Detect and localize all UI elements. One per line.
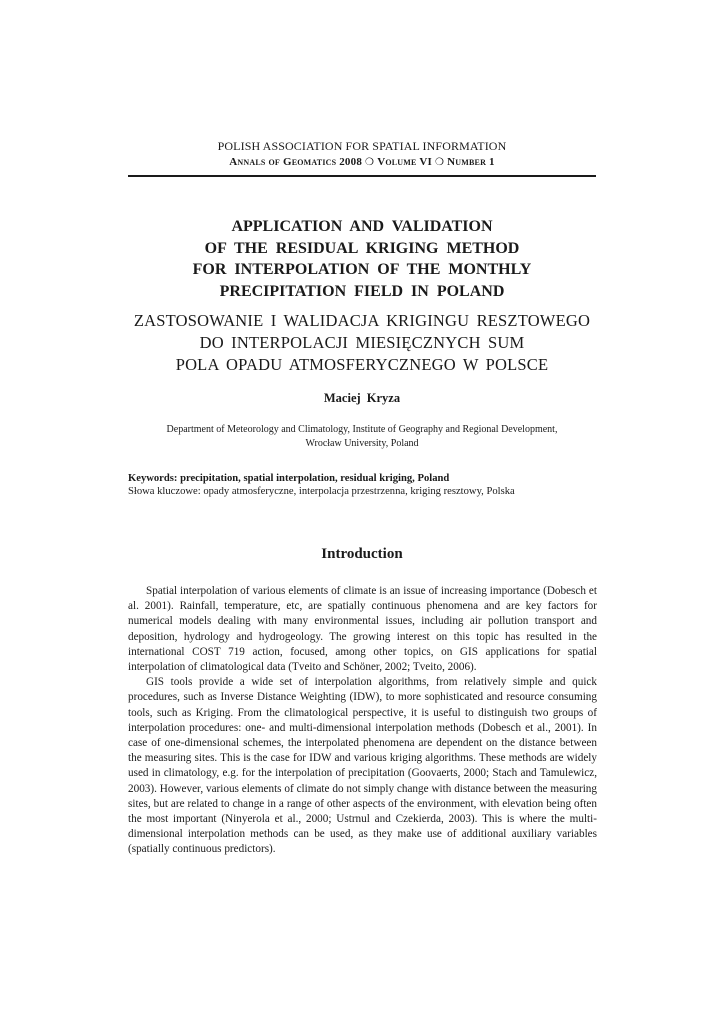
journal-issue-line — [128, 154, 596, 171]
paper-title-polish — [90, 310, 634, 376]
keywords-polish: Słowa kluczowe: opady atmosferyczne, interpolacja przestrzenna, kriging resztowy, Polska — [128, 486, 515, 497]
separator-circle-icon: ❍ — [365, 157, 375, 168]
paragraph: Spatial interpolation of various elements of climate is an issue of increasing importance (Dobesch et al. 2001). Rainfall, temperature, etc, are spatially continuous phenomena and are key factors for numerical models dealing with many environmental issues, including air pollution transport and deposition, hydrology and hydrogeology. The growing interest on this topic has resulted in the international COST 719 action, focused, among other topics, on GIS applications for spatial interpolation of climatological data (Tveito and Schöner, 2002; Tveito, 2006). — [128, 585, 597, 674]
title-line: APPLICATION AND VALIDATION — [231, 218, 493, 235]
author-affiliation — [110, 423, 614, 451]
separator-circle-icon: ❍ — [434, 157, 445, 168]
section-body — [128, 584, 597, 858]
title-line: DO INTERPOLACJI MIESIĘCZNYCH SUM — [199, 333, 525, 352]
title-line: POLA OPADU ATMOSFERYCZNEGO W POLSCE — [175, 355, 549, 374]
keywords-block — [128, 472, 598, 498]
affiliation-line: Department of Meteorology and Climatology, Institute of Geography and Regional Development, — [166, 424, 558, 435]
affiliation-line: Wrocław University, Poland — [305, 438, 419, 449]
header-divider — [128, 175, 596, 177]
author-name: Maciej Kryza — [323, 391, 401, 405]
title-line: PRECIPITATION FIELD IN POLAND — [219, 282, 505, 300]
title-line: ZASTOSOWANIE I WALIDACJA KRIGINGU RESZTOWEGO — [133, 311, 591, 330]
volume-label: Volume VI — [377, 156, 432, 168]
association-name: POLISH ASSOCIATION FOR SPATIAL INFORMATION — [217, 139, 507, 153]
journal-header — [128, 138, 596, 171]
section-heading: Introduction — [321, 546, 403, 562]
keywords-english: Keywords: precipitation, spatial interpolation, residual kriging, Poland — [128, 473, 450, 484]
title-line: FOR INTERPOLATION OF THE MONTHLY — [192, 261, 532, 278]
number-label: Number 1 — [447, 156, 495, 168]
paragraph: GIS tools provide a wide set of interpolation algorithms, from relatively simple and quick procedures, such as Inverse Distance Weighting (IDW), to more sophisticated and resource consuming tools, such as Kriging. From the climatological perspective, it is useful to distinguish two groups of interpolation procedures: one- and multi-dimensional interpolation methods (Dobesch et al., 2001). In case of one-dimensional schemes, the interpolated phenomena are dependent on the distance between the measuring sites. This is the case for IDW and various kriging algorithms. These methods are widely used in climatology, e.g. for the interpolation of precipitation (Goovaerts, 2000; Stach and Tamulewicz, 2003). However, various elements of climate do not simply change with distance between the measuring sites, but are related to change in a range of other aspects of the environment, with elevation being often the most important (Ninyerola et al., 2000; Ustrnul and Czekierda, 2003). This is where the multi-dimensional interpolation methods can be used, as they make use of additional auxiliary variables (spatially continuous predictors). — [128, 676, 597, 856]
journal-name: Annals of Geomatics 2008 — [229, 156, 363, 168]
title-line: OF THE RESIDUAL KRIGING METHOD — [204, 239, 520, 257]
paper-title-english — [90, 216, 634, 302]
